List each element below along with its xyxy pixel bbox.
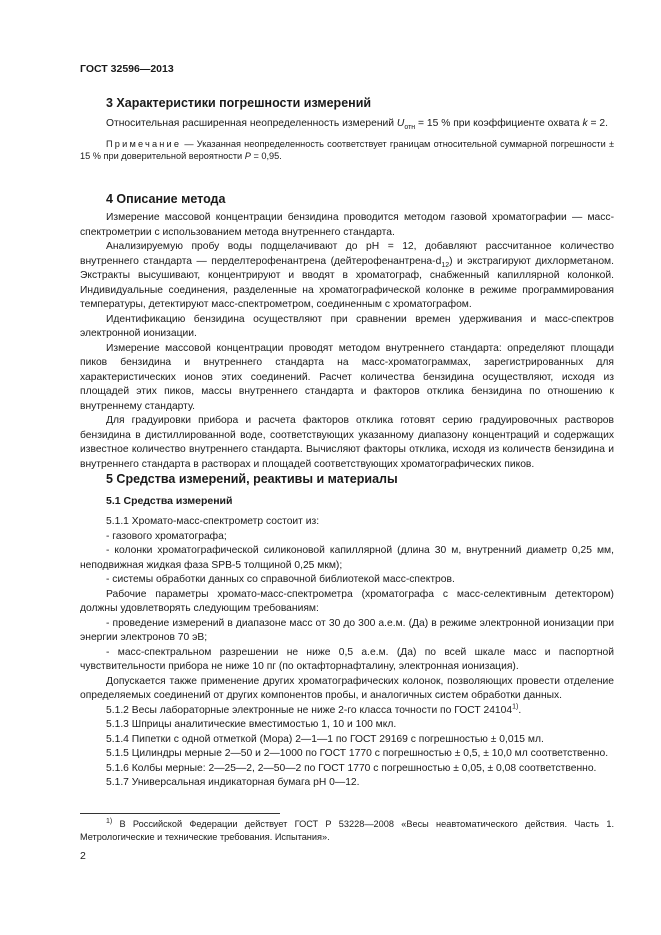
method-paragraph-4: Измерение массовой концентрации проводят методом внутреннего стандарта: определяют площади пиков бензидина и внутреннего стандарта на масс-хроматограммах, зарегистрированных для характеристических ионов этих соединений. Расчет количества бензидина осуществляют, исходя из площадей этих пиков, массы внутреннего стандарта и факторов отклика бензидина по отношению к внутреннему стандарту. — [80, 342, 614, 412]
item-5-1-5: 5.1.5 Цилиндры мерные 2—50 и 2—1000 по ГОСТ 1770 с погрешностью ± 0,5, ± 10,0 мл соответственно. — [106, 748, 609, 759]
list-item: - газового хроматографа; — [106, 530, 227, 542]
section-5-1-title: 5.1 Средства измерений — [106, 495, 233, 507]
document-header: ГОСТ 32596—2013 — [80, 63, 174, 75]
section-5-body — [80, 515, 614, 791]
item-5-1-2: 5.1.2 Весы лабораторные электронные не ниже 2-го класса точности по ГОСТ 24104$^{1)}$. — [106, 703, 522, 716]
footnote: $^{1)}$ В Российской Федерации действует ГОСТ Р 53228—2008 «Весы неавтоматического действия. Часть 1. Метрологические и технические требования. Испытания». — [80, 817, 614, 842]
method-paragraph-5: Для градуировки прибора и расчета факторов отклика готовят серию градуировочных растворов бензидина в дистиллированной воде, соответствующих указанному диапазону концентраций и содержащих известное количество внутреннего стандарта. Вычисляют факторы отклика, исходя из количеств бензидина и внутреннего стандарта в растворах и площадей соответствующих хроматографических пиков. — [80, 415, 614, 470]
section-5 — [80, 472, 614, 486]
footnote-divider — [80, 813, 280, 814]
page-number: 2 — [80, 850, 86, 862]
method-paragraph-2: Анализируемую пробу воды подщелачивают до pH = 12, добавляют рассчитанное количество внутреннего стандарта — перделтерофенантрена $(дейтерофенантрена-d_{12})$ и экстрагируют дихлорметаном. Экстракты высушивают, концентрируют и вводят в хроматограф, снабженный капиллярной колонкой. Индивидуальные соединения, разделенные на хроматографической колонке в режиме программирования температуры, детектируют масс-спектрометром, соединенным с хроматографом. — [80, 241, 614, 310]
item-5-1-3: 5.1.3 Шприцы аналитические вместимостью 1, 10 и 100 мкл. — [106, 719, 397, 730]
item-5-1-4: 5.1.4 Пипетки с одной отметкой (Мора) 2—1—1 по ГОСТ 29169 с погрешностью ± 0,015 мл. — [106, 733, 544, 745]
note-paragraph: Примечание — Указанная неопределенность соответствует границам относительной суммарной погрешности ± 15 % при доверительной вероятности P = 0,95. — [80, 138, 614, 161]
requirements-paragraph: Рабочие параметры хромато-масс-спектрометра (хроматографа с масс-селективным детектором) должны удовлетворять следующим требованиям: — [80, 588, 614, 614]
uncertainty-paragraph: Относительная расширенная неопределенность измерений $U_{отн} = 15$ % при коэффициенте охвата k = 2. — [106, 118, 608, 132]
list-item: - колонки хроматографической силиконовой капиллярной (длина 30 м, внутренний диаметр 0,25 мм, неподвижная жидкая фаза SPB-5 толщиной 0,25 мкм); — [80, 545, 614, 571]
section-4-body — [80, 211, 614, 472]
method-paragraph-1: Измерение массовой концентрации бензидина проводится методом газовой хроматографии — масс-спектрометрии с использованием метода внутреннего стандарта. — [80, 212, 614, 238]
section-4 — [80, 192, 614, 206]
method-paragraph-3: Идентификацию бензидина осуществляют при сравнении времен удерживания и масс-спектров электронной ионизации. — [80, 313, 614, 339]
section-3-body — [80, 117, 614, 163]
list-item: - проведение измерений в диапазоне масс от 30 до 300 а.е.м. (Да) в режиме электронной ионизации при энергии электронов 70 эВ; — [80, 617, 614, 643]
allowance-paragraph: Допускается также применение других хроматографических колонок, позволяющих провести отделение определяемых соединений от других компонентов пробы, и аналогичных систем обработки данных. — [80, 675, 614, 701]
section-5-title: 5 Средства измерений, реактивы и материалы — [106, 472, 398, 486]
list-item: - масс-спектральном разрешении не ниже 0,5 а.е.м. (Да) по всей шкале масс и паспортной чувствительности прибора не ниже 10 пг (по октафторнафталину, электронная ионизация). — [80, 646, 614, 672]
section-4-title: 4 Описание метода — [106, 192, 226, 206]
item-5-1-7: 5.1.7 Универсальная индикаторная бумага pH 0—12. — [106, 777, 360, 788]
section-3-title: 3 Характеристики погрешности измерений — [106, 96, 372, 110]
section-5-1 — [80, 495, 614, 507]
item-5-1-1: 5.1.1 Хромато-масс-спектрометр состоит из: — [106, 516, 320, 527]
list-item: - системы обработки данных со справочной библиотекой масс-спектров. — [106, 574, 455, 585]
item-5-1-6: 5.1.6 Колбы мерные: 2—25—2, 2—50—2 по ГОСТ 1770 с погрешностью ± 0,05, ± 0,08 соответственно. — [106, 762, 597, 774]
section-3 — [80, 96, 614, 110]
